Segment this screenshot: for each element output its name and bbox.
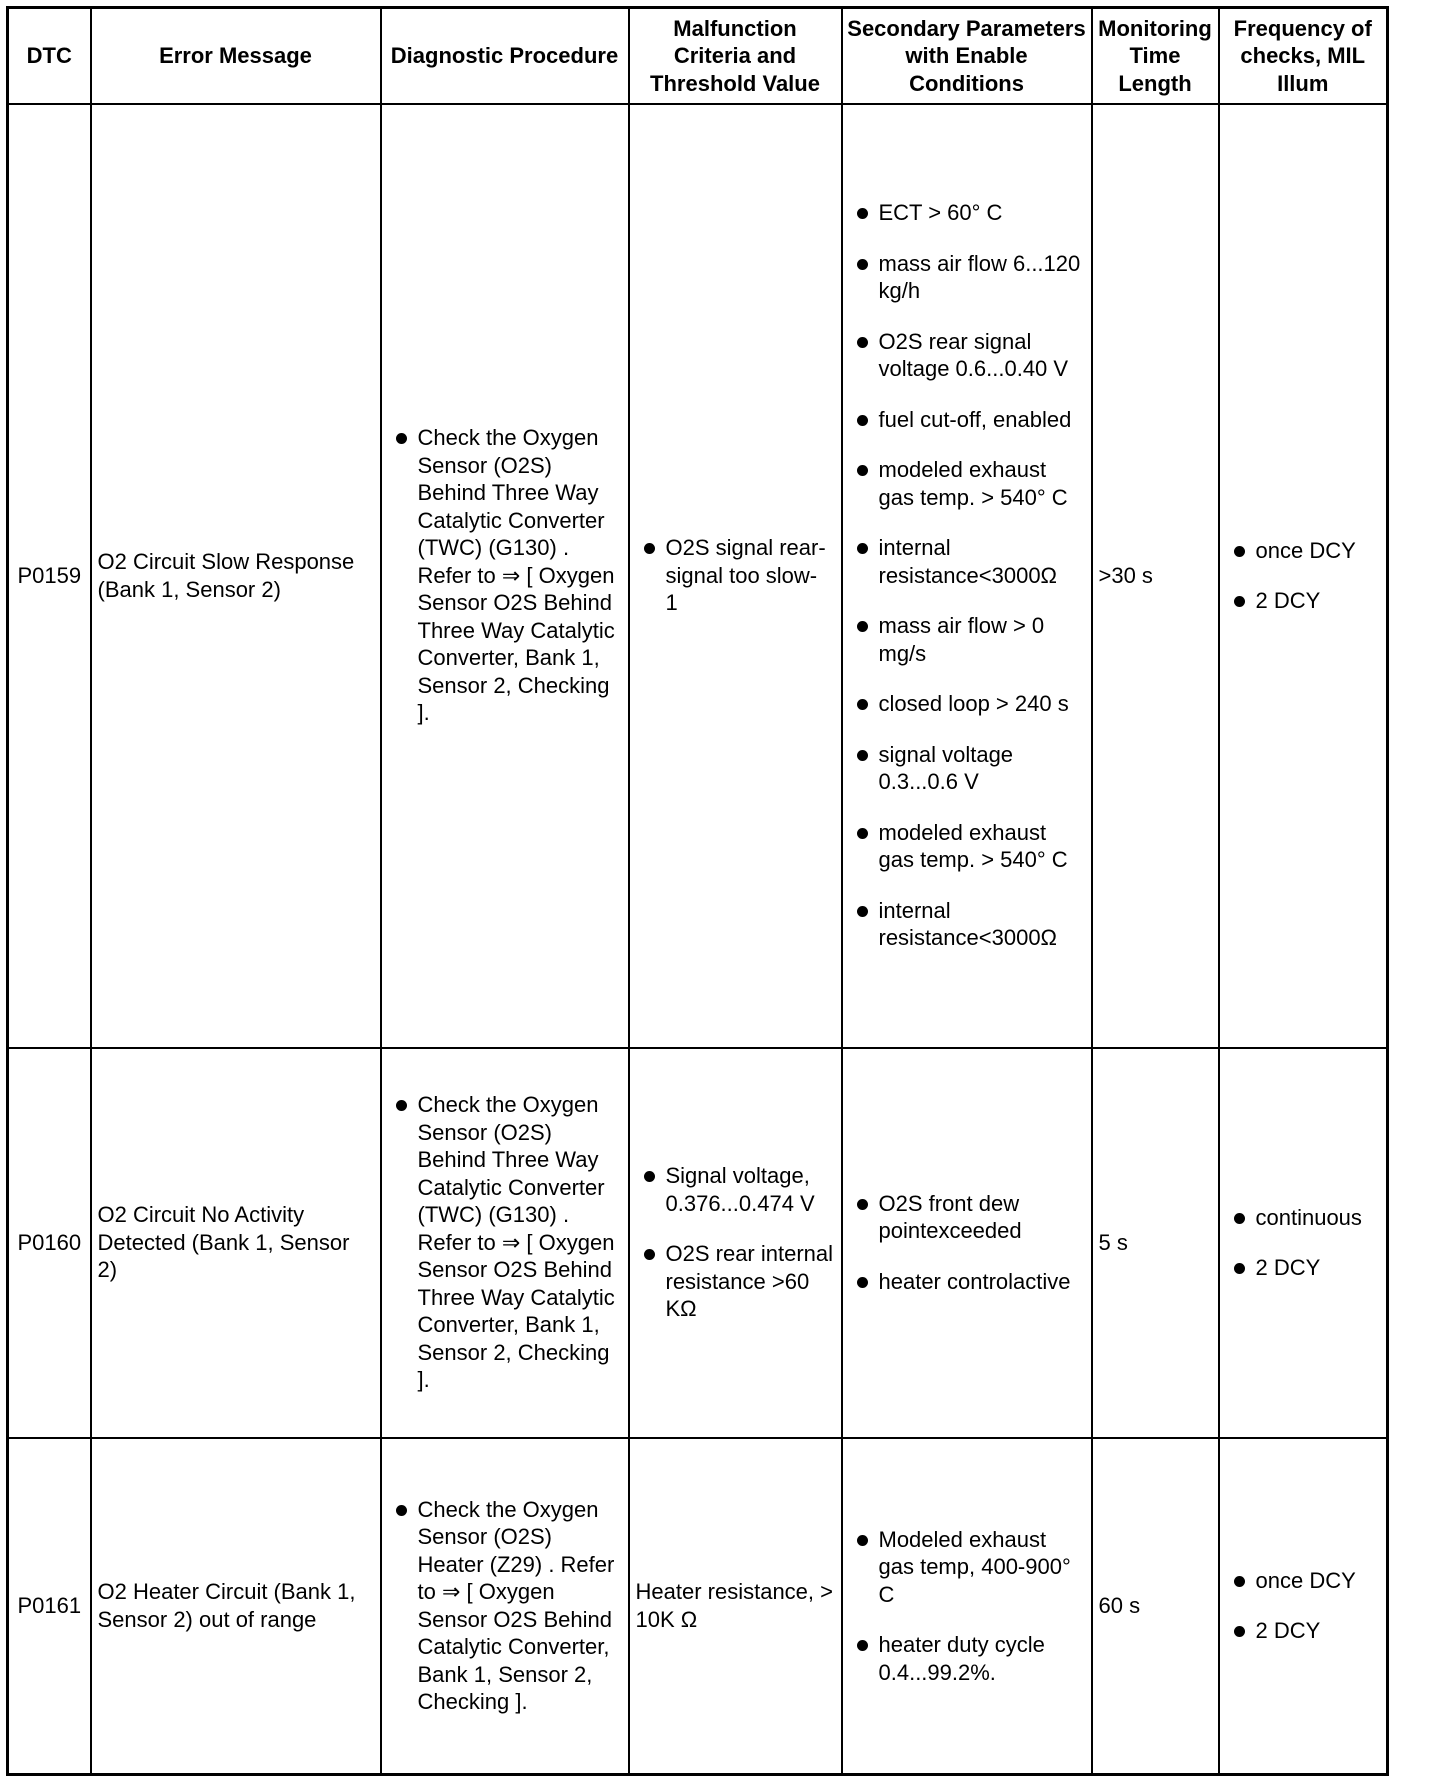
frequency — [1219, 104, 1388, 1048]
table-row — [8, 104, 1388, 1048]
secondary-item: internal resistance<3000Ω — [849, 534, 1085, 589]
header-monitoring-time: Monitoring Time Length — [1092, 8, 1219, 104]
error-message: O2 Circuit No Activity Detected (Bank 1, Sensor 2) — [91, 1048, 381, 1438]
dtc-table — [6, 6, 1389, 1776]
secondary-item: internal resistance<3000Ω — [849, 897, 1085, 952]
dtc-code: P0160 — [8, 1048, 91, 1438]
frequency — [1219, 1048, 1388, 1438]
frequency-item: 2 DCY — [1226, 587, 1381, 615]
malfunction-criteria — [629, 104, 842, 1048]
secondary-item: closed loop > 240 s — [849, 690, 1085, 718]
monitoring-time: 5 s — [1092, 1048, 1219, 1438]
secondary-item: ECT > 60° C — [849, 199, 1085, 227]
table-row — [8, 1438, 1388, 1775]
secondary-parameters — [842, 1048, 1092, 1438]
secondary-item: O2S front dew pointexceeded — [849, 1190, 1085, 1245]
frequency-item: continuous — [1226, 1204, 1381, 1232]
diagnostic-procedure — [381, 1048, 629, 1438]
monitoring-time: 60 s — [1092, 1438, 1219, 1775]
frequency-item: once DCY — [1226, 537, 1381, 565]
secondary-item: heater duty cycle 0.4...99.2%. — [849, 1631, 1085, 1686]
header-frequency: Frequency of checks, MIL Illum — [1219, 8, 1388, 104]
diagnostic-procedure — [381, 104, 629, 1048]
header-row — [8, 8, 1388, 104]
secondary-parameters — [842, 104, 1092, 1048]
malfunction-criteria — [629, 1048, 842, 1438]
secondary-item: mass air flow 6...120 kg/h — [849, 250, 1085, 305]
secondary-item: signal voltage 0.3...0.6 V — [849, 741, 1085, 796]
procedure-item: Check the Oxygen Sensor (O2S) Behind Three Way Catalytic Converter (TWC) (G130) . Refer to ⇒ [ Oxygen Sensor O2S Behind Three Way Catalytic Converter, Bank 1, Sensor 2, Checking ]. — [388, 1091, 622, 1394]
frequency — [1219, 1438, 1388, 1775]
secondary-item: modeled exhaust gas temp. > 540° C — [849, 456, 1085, 511]
criteria-item: O2S signal rear- signal too slow- 1 — [636, 534, 835, 617]
monitoring-time: >30 s — [1092, 104, 1219, 1048]
frequency-item: 2 DCY — [1226, 1617, 1381, 1645]
header-diagnostic-procedure: Diagnostic Procedure — [381, 8, 629, 104]
frequency-item: once DCY — [1226, 1567, 1381, 1595]
criteria-item: O2S rear internal resistance >60 KΩ — [636, 1240, 835, 1323]
header-dtc: DTC — [8, 8, 91, 104]
header-secondary-parameters: Secondary Parameters with Enable Conditions — [842, 8, 1092, 104]
error-message: O2 Circuit Slow Response (Bank 1, Sensor 2) — [91, 104, 381, 1048]
secondary-item: fuel cut-off, enabled — [849, 406, 1085, 434]
secondary-item: mass air flow > 0 mg/s — [849, 612, 1085, 667]
malfunction-criteria: Heater resistance, > 10K Ω — [629, 1438, 842, 1775]
procedure-item: Check the Oxygen Sensor (O2S) Behind Three Way Catalytic Converter (TWC) (G130) . Refer to ⇒ [ Oxygen Sensor O2S Behind Three Way Catalytic Converter, Bank 1, Sensor 2, Checking ]. — [388, 424, 622, 727]
secondary-item: O2S rear signal voltage 0.6...0.40 V — [849, 328, 1085, 383]
secondary-parameters — [842, 1438, 1092, 1775]
dtc-code: P0161 — [8, 1438, 91, 1775]
frequency-item: 2 DCY — [1226, 1254, 1381, 1282]
procedure-item: Check the Oxygen Sensor (O2S) Heater (Z29) . Refer to ⇒ [ Oxygen Sensor O2S Behind Catalytic Converter, Bank 1, Sensor 2, Checking ]. — [388, 1496, 622, 1716]
secondary-item: Modeled exhaust gas temp, 400-900° C — [849, 1526, 1085, 1609]
diagnostic-procedure — [381, 1438, 629, 1775]
header-malfunction-criteria: Malfunction Criteria and Threshold Value — [629, 8, 842, 104]
table-row — [8, 1048, 1388, 1438]
criteria-item: Signal voltage, 0.376...0.474 V — [636, 1162, 835, 1217]
dtc-code: P0159 — [8, 104, 91, 1048]
secondary-item: modeled exhaust gas temp. > 540° C — [849, 819, 1085, 874]
header-error-message: Error Message — [91, 8, 381, 104]
secondary-item: heater controlactive — [849, 1268, 1085, 1296]
error-message: O2 Heater Circuit (Bank 1, Sensor 2) out of range — [91, 1438, 381, 1775]
